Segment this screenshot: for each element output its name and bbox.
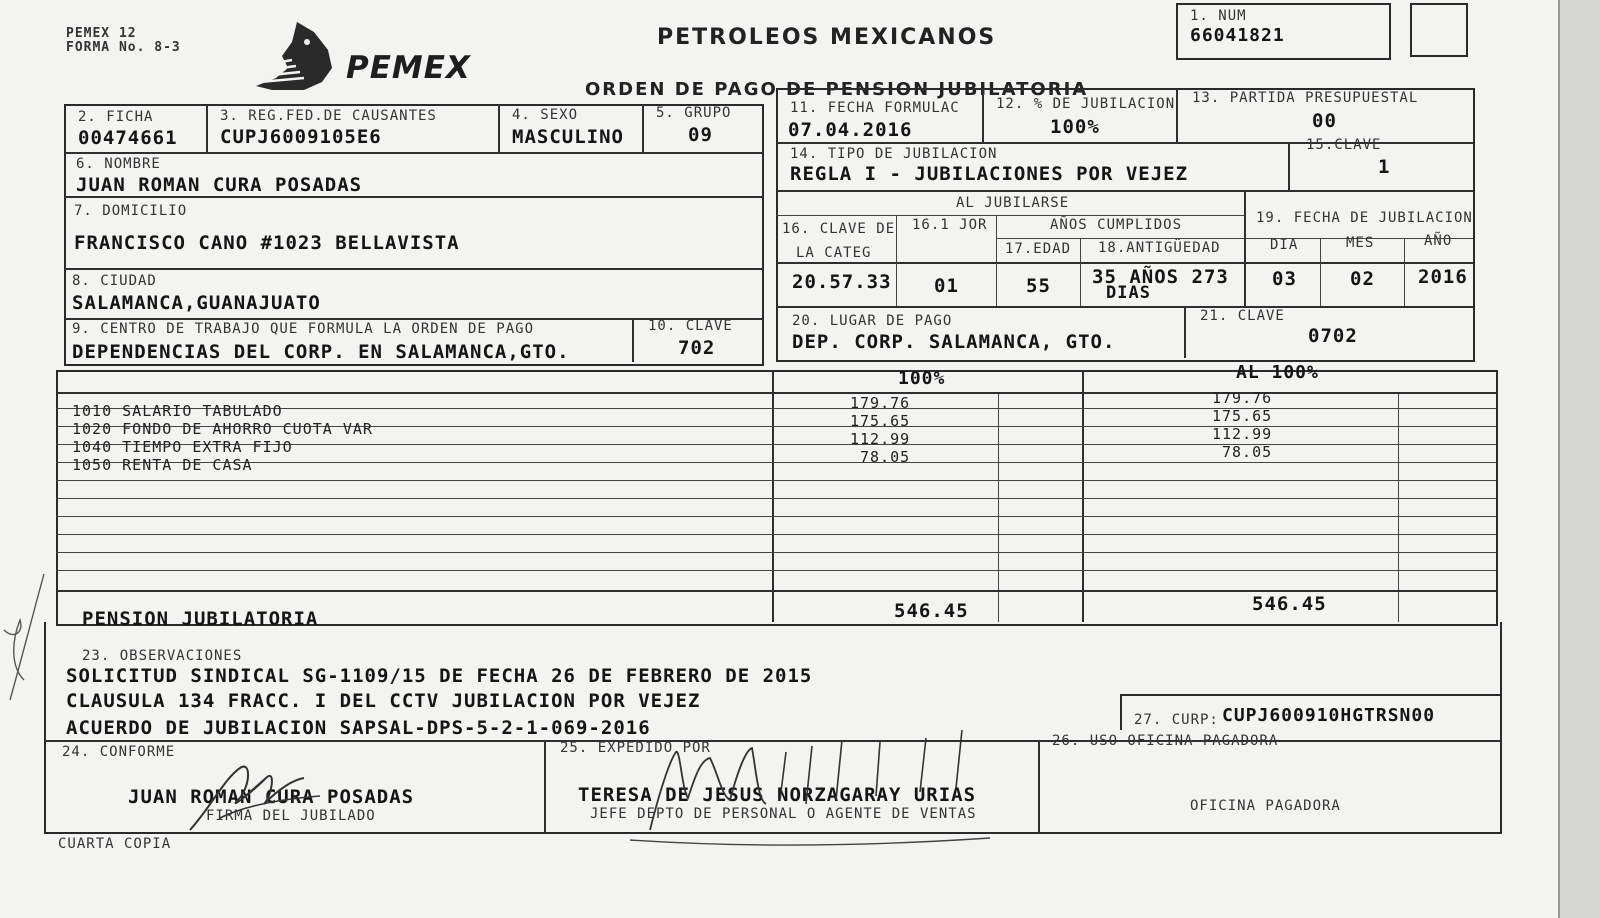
- pct-jubilacion-label: 12. % DE JUBILACION: [996, 96, 1176, 112]
- concept-renta-casa: 1050 RENTA DE CASA: [72, 456, 253, 474]
- centro-value: DEPENDENCIAS DEL CORP. EN SALAMANCA,GTO.: [72, 341, 570, 363]
- amount-100-tiempo: 112.99: [850, 430, 911, 448]
- dia-label: DIA: [1270, 237, 1299, 253]
- expedido-signature: [630, 700, 990, 850]
- expedido-name: TERESA DE JESUS NORZAGARAY URIAS: [578, 784, 977, 806]
- conforme-subtitle: FIRMA DEL JUBILADO: [206, 808, 376, 824]
- observacion-line-1: SOLICITUD SINDICAL SG-1109/15 DE FECHA 26 DE FEBRERO DE 2015: [66, 665, 813, 687]
- rule: [776, 190, 1473, 192]
- pension-total-100: 546.45: [894, 600, 969, 622]
- domicilio-label: 7. DOMICILIO: [74, 203, 188, 219]
- clave-categ-value: 20.57.33: [792, 271, 892, 293]
- conforme-label: 24. CONFORME: [62, 744, 176, 760]
- oficina-pagadora-text: OFICINA PAGADORA: [1190, 798, 1341, 814]
- rfc-value: CUPJ6009105E6: [220, 126, 382, 148]
- observacion-line-3: ACUERDO DE JUBILACION SAPSAL-DPS-5-2-1-069-2016: [66, 717, 651, 739]
- rule: [632, 318, 634, 362]
- form-code-line-1: PEMEX 12: [66, 26, 137, 41]
- rule: [1320, 238, 1321, 306]
- col-header-100: 100%: [898, 368, 946, 389]
- rule: [64, 196, 762, 198]
- rule: [56, 534, 1496, 535]
- rule: [1184, 306, 1186, 358]
- antiguedad-label: 18.ANTIGÜEDAD: [1098, 240, 1221, 256]
- amount-al100-salario: 179.76: [1212, 389, 1273, 407]
- centro-label: 9. CENTRO DE TRABAJO QUE FORMULA LA ORDEN DE PAGO: [72, 321, 535, 337]
- rule: [498, 104, 500, 152]
- antiguedad-value-1: 35 AÑOS 273: [1092, 266, 1229, 288]
- expedido-label: 25. EXPEDIDO POR: [560, 740, 711, 756]
- clave-categ-label-1: 16. CLAVE DE: [782, 221, 896, 237]
- amount-100-salario: 179.76: [850, 394, 911, 412]
- rule: [544, 740, 546, 832]
- conforme-name: JUAN ROMAN CURA POSADAS: [128, 786, 415, 808]
- antiguedad-value-2: DIAS: [1106, 283, 1151, 303]
- observacion-line-2: CLAUSULA 134 FRACC. I DEL CCTV JUBILACION POR VEJEZ: [66, 690, 701, 712]
- lugar-pago-value: DEP. CORP. SALAMANCA, GTO.: [792, 331, 1116, 353]
- jornada-value: 01: [934, 275, 959, 297]
- mes-label: MES: [1346, 235, 1375, 251]
- page-edge-shadow: [1558, 0, 1600, 918]
- rule: [1288, 142, 1290, 190]
- ciudad-label: 8. CIUDAD: [72, 273, 157, 289]
- grupo-value: 09: [688, 124, 713, 146]
- rule: [56, 392, 1496, 394]
- concept-fondo-ahorro: 1020 FONDO DE AHORRO CUOTA VAR: [72, 420, 373, 438]
- edad-value: 55: [1026, 275, 1051, 297]
- pemex-eagle-logo: [252, 20, 338, 92]
- rule: [1080, 238, 1081, 306]
- ano-value: 2016: [1418, 266, 1468, 288]
- rule: [982, 88, 984, 142]
- ficha-label: 2. FICHA: [78, 109, 154, 125]
- sexo-label: 4. SEXO: [512, 107, 579, 123]
- curp-label: 27. CURP:: [1134, 712, 1219, 728]
- partida-label: 13. PARTIDA PRESUPUESTAL: [1192, 90, 1419, 106]
- empty-stamp-box: [1410, 3, 1468, 57]
- jubilado-signature: [180, 738, 330, 838]
- expedido-subtitle: JEFE DEPTO DE PERSONAL O AGENTE DE VENTAS: [590, 806, 977, 822]
- clave-categ-label-2: LA CATEG: [796, 245, 872, 261]
- edad-label: 17.EDAD: [1005, 241, 1072, 257]
- num-label: 1. NUM: [1190, 8, 1247, 24]
- brand-wordmark: PEMEX: [346, 50, 471, 86]
- form-code-line-2: FORMA No. 8-3: [66, 40, 181, 55]
- domicilio-value: FRANCISCO CANO #1023 BELLAVISTA: [74, 232, 460, 254]
- rule: [64, 268, 762, 270]
- rule: [776, 306, 1473, 308]
- clave10-label: 10. CLAVE: [648, 318, 733, 334]
- rule: [56, 480, 1496, 481]
- uso-oficina-label: 26. USO OFICINA PAGADORA: [1052, 733, 1279, 749]
- pension-total-al100: 546.45: [1252, 593, 1327, 615]
- rule: [1038, 740, 1040, 832]
- tipo-jubilacion-label: 14. TIPO DE JUBILACION: [790, 146, 998, 162]
- tipo-jubilacion-value: REGLA I - JUBILACIONES POR VEJEZ: [790, 163, 1189, 185]
- amount-al100-fondo: 175.65: [1212, 407, 1273, 425]
- clave21-value: 0702: [1308, 325, 1358, 347]
- rule: [776, 262, 1473, 264]
- rule: [1404, 238, 1405, 306]
- rule: [896, 215, 897, 306]
- clave10-value: 702: [678, 337, 716, 359]
- pct-jubilacion-value: 100%: [1050, 116, 1100, 138]
- fecha-formulac-label: 11. FECHA FORMULAC: [790, 100, 960, 116]
- rule: [206, 104, 208, 152]
- al-jubilarse-header: AL JUBILARSE: [956, 195, 1070, 211]
- fecha-formulac-value: 07.04.2016: [788, 119, 913, 141]
- rule: [776, 215, 1244, 216]
- ano-label: AÑO: [1424, 233, 1453, 249]
- rule: [56, 552, 1496, 553]
- clave21-label: 21. CLAVE: [1200, 308, 1285, 324]
- rule: [642, 104, 644, 152]
- nombre-label: 6. NOMBRE: [76, 156, 161, 172]
- rule: [56, 590, 1496, 592]
- rule: [64, 152, 762, 154]
- mes-value: 02: [1350, 268, 1375, 290]
- concept-salario: 1010 SALARIO TABULADO: [72, 402, 283, 420]
- rfc-label: 3. REG.FED.DE CAUSANTES: [220, 108, 437, 124]
- margin-pencil-mark: [0, 570, 60, 710]
- rule: [996, 215, 997, 306]
- jornada-label: 16.1 JOR: [912, 217, 988, 233]
- rule: [56, 462, 1496, 463]
- sexo-value: MASCULINO: [512, 126, 624, 148]
- amount-100-renta: 78.05: [860, 448, 911, 466]
- rule: [996, 238, 1473, 239]
- observaciones-label: 23. OBSERVACIONES: [82, 648, 243, 664]
- dia-value: 03: [1272, 268, 1297, 290]
- lugar-pago-label: 20. LUGAR DE PAGO: [792, 313, 953, 329]
- ficha-value: 00474661: [78, 127, 178, 149]
- amount-al100-tiempo: 112.99: [1212, 425, 1273, 443]
- col-header-al-100: AL 100%: [1236, 362, 1319, 383]
- num-value: 66041821: [1190, 25, 1285, 46]
- rule: [1176, 88, 1178, 142]
- fecha-jubilacion-label: 19. FECHA DE JUBILACION: [1256, 210, 1473, 226]
- rule: [56, 516, 1496, 517]
- anos-cumplidos-header: AÑOS CUMPLIDOS: [1050, 217, 1183, 233]
- ciudad-value: SALAMANCA,GUANAJUATO: [72, 292, 321, 314]
- amount-100-fondo: 175.65: [850, 412, 911, 430]
- amount-al100-renta: 78.05: [1222, 443, 1273, 461]
- concept-tiempo-extra: 1040 TIEMPO EXTRA FIJO: [72, 438, 293, 456]
- rule: [1244, 190, 1246, 306]
- copy-label: CUARTA COPIA: [58, 836, 172, 852]
- nombre-value: JUAN ROMAN CURA POSADAS: [76, 174, 363, 196]
- grupo-label: 5. GRUPO: [656, 105, 732, 121]
- rule: [56, 570, 1496, 571]
- clave15-value: 1: [1378, 156, 1391, 178]
- partida-value: 00: [1312, 110, 1337, 132]
- curp-value: CUPJ600910HGTRSN00: [1222, 705, 1436, 726]
- clave15-label: 15.CLAVE: [1306, 137, 1382, 153]
- document-title: ORDEN DE PAGO DE PENSION JUBILATORIA: [585, 79, 1089, 100]
- rule: [56, 498, 1496, 499]
- pension-total-label: PENSION JUBILATORIA: [82, 608, 319, 630]
- company-name: PETROLEOS MEXICANOS: [657, 25, 997, 50]
